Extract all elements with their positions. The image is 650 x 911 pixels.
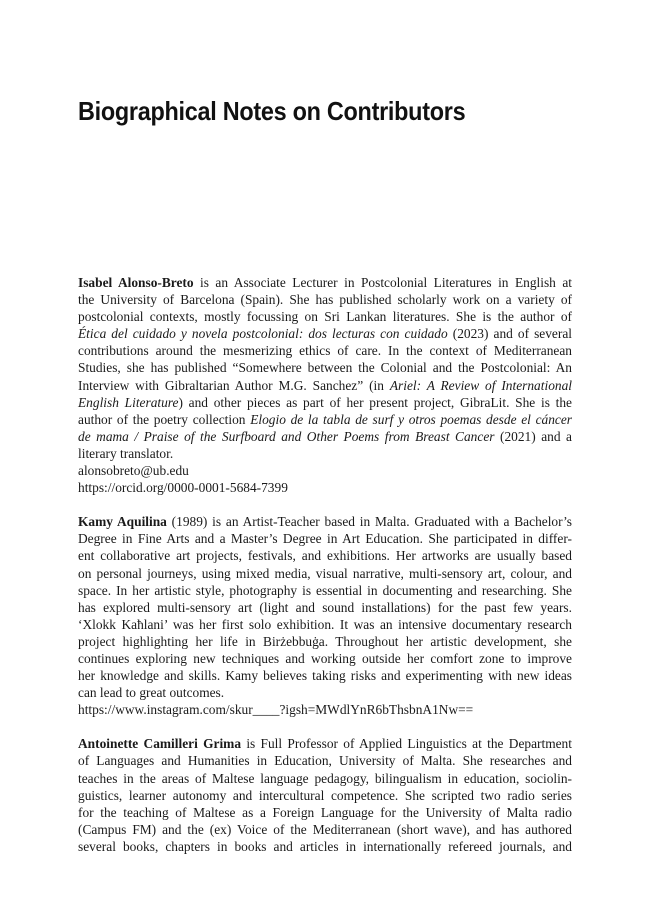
bio-text: continues exploring new techniques and working outside her comfort zone to improve xyxy=(78,650,572,666)
bio-text: contributions around the mesmerizing ethics of care. In the context of Mediterranean xyxy=(78,343,572,359)
italic-title: Ética del cuidado y novela postcolonial: dos lecturas con cuidado xyxy=(78,326,448,342)
bio-line xyxy=(78,633,572,650)
bio-line xyxy=(78,445,572,462)
bio-line xyxy=(78,513,572,530)
bio-text: (2023) and of several xyxy=(447,326,572,342)
bio-line xyxy=(78,308,572,325)
bio-line xyxy=(78,770,572,787)
bio-text: can lead to great outcomes. xyxy=(78,685,225,701)
bio-line xyxy=(78,616,572,633)
bio-line xyxy=(78,599,572,616)
bio-text: for the teaching of Maltese as a Foreign Language for the University of Malta radio xyxy=(78,804,572,820)
bio-line xyxy=(78,274,572,291)
bio-text: guistics, learner autonomy and intercultural competence. She scripted two radio series xyxy=(78,787,572,803)
bio-line xyxy=(78,411,572,428)
bio-text: alonsobreto@ub.edu xyxy=(78,463,189,479)
bio-text: her knowledge and skills. Kamy believes taking risks and experimenting with new ideas xyxy=(78,668,572,684)
bio-line xyxy=(78,377,572,394)
bio-line xyxy=(78,359,572,376)
bio-line xyxy=(78,291,572,308)
bio-text: (Campus FM) and the (ex) Voice of the Mediterranean (short wave), and has authored xyxy=(78,821,572,837)
contributor-bios xyxy=(78,274,572,872)
bio-line xyxy=(78,325,572,342)
contributor-name: Antoinette Camilleri Grima xyxy=(78,736,242,752)
bio-line xyxy=(78,394,572,411)
italic-title: de mama / Praise of the Surfboard and Other Poems from Breast Cancer xyxy=(78,428,495,444)
bio-text: ent collaborative art projects, festivals, and exhibitions. Her artworks are usually based xyxy=(78,548,572,564)
bio-text: has explored multi-sensory art (light and sound installations) for the past few years. xyxy=(78,599,572,615)
bio-line xyxy=(78,752,572,769)
bio-text: (2021) and a xyxy=(494,428,572,444)
bio-text: literary translator. xyxy=(78,445,174,461)
bio-line xyxy=(78,701,572,718)
bio-text: ‘Xlokk Kaħlani’ was her first solo exhibition. It was an intensive documentary research xyxy=(78,616,572,632)
contributor-name: Isabel Alonso-Breto xyxy=(78,275,194,290)
bio-text: Interview with Gibraltarian Author M.G. Sanchez” (in xyxy=(78,377,390,393)
contributor-name: Kamy Aquilina xyxy=(78,514,167,530)
bio-text: author of the poetry collection xyxy=(78,411,251,427)
bio-paragraph xyxy=(78,513,572,718)
bio-text: of Languages and Humanities in Education, University of Malta. She researches and xyxy=(78,753,572,769)
bio-text: ) and other pieces as part of her present project, GibraLit. She is the xyxy=(178,394,572,410)
bio-line xyxy=(78,684,572,701)
italic-title: English Literature xyxy=(78,394,179,410)
bio-text: Studies, she has published “Somewhere between the Colonial and the Postcolonial: An xyxy=(78,360,572,376)
bio-line xyxy=(78,342,572,359)
bio-line xyxy=(78,650,572,667)
bio-line xyxy=(78,428,572,445)
italic-title: Ariel: A Review of International xyxy=(389,377,572,393)
bio-text: https://www.instagram.com/skur____?igsh=MWdlYnR6bThsbnA1Nw== xyxy=(78,702,474,718)
bio-text: on personal journeys, using mixed media, visual narrative, multi-sensory art, colour, and xyxy=(78,565,572,581)
bio-text: Degree in Fine Arts and a Master’s Degree in Art Education. She participated in differ- xyxy=(78,531,572,547)
bio-line xyxy=(78,582,572,599)
bio-line xyxy=(78,735,572,752)
bio-line xyxy=(78,530,572,547)
bio-text: https://orcid.org/0000-0001-5684-7399 xyxy=(78,480,288,496)
chapter-title: Biographical Notes on Contributors xyxy=(78,96,466,126)
bio-text: project highlighting her life in Birżebbuġa. Throughout her artistic development, she xyxy=(78,633,572,649)
bio-text: is Full Professor of Applied Linguistics at the Department xyxy=(241,736,572,752)
bio-line xyxy=(78,547,572,564)
bio-line xyxy=(78,462,572,479)
bio-text: is an Associate Lecturer in Postcolonial Literatures in English at xyxy=(193,275,572,290)
bio-paragraph xyxy=(78,735,572,855)
bio-line xyxy=(78,804,572,821)
bio-line xyxy=(78,479,572,496)
bio-line xyxy=(78,821,572,838)
bio-text: the University of Barcelona (Spain). She has published scholarly work on a variety of xyxy=(78,292,572,308)
italic-title: Elogio de la tabla de surf y otros poemas desde el cáncer xyxy=(250,411,573,427)
bio-text: teaches in the areas of Maltese language pedagogy, bilingualism in education, sociolin- xyxy=(78,770,572,786)
bio-text: postcolonial contexts, mostly focussing on Sri Lankan literatures. She is the author of xyxy=(78,309,572,325)
bio-text: (1989) is an Artist-Teacher based in Malta. Graduated with a Bachelor’s xyxy=(166,514,573,530)
bio-line xyxy=(78,838,572,855)
bio-line xyxy=(78,565,572,582)
bio-paragraph xyxy=(78,274,572,496)
bio-text: space. In her artistic style, photography is essential in documenting and researching. She xyxy=(78,582,572,598)
bio-line xyxy=(78,787,572,804)
bio-text: several books, chapters in books and articles in internationally refereed journals, and xyxy=(78,838,572,854)
bio-line xyxy=(78,667,572,684)
